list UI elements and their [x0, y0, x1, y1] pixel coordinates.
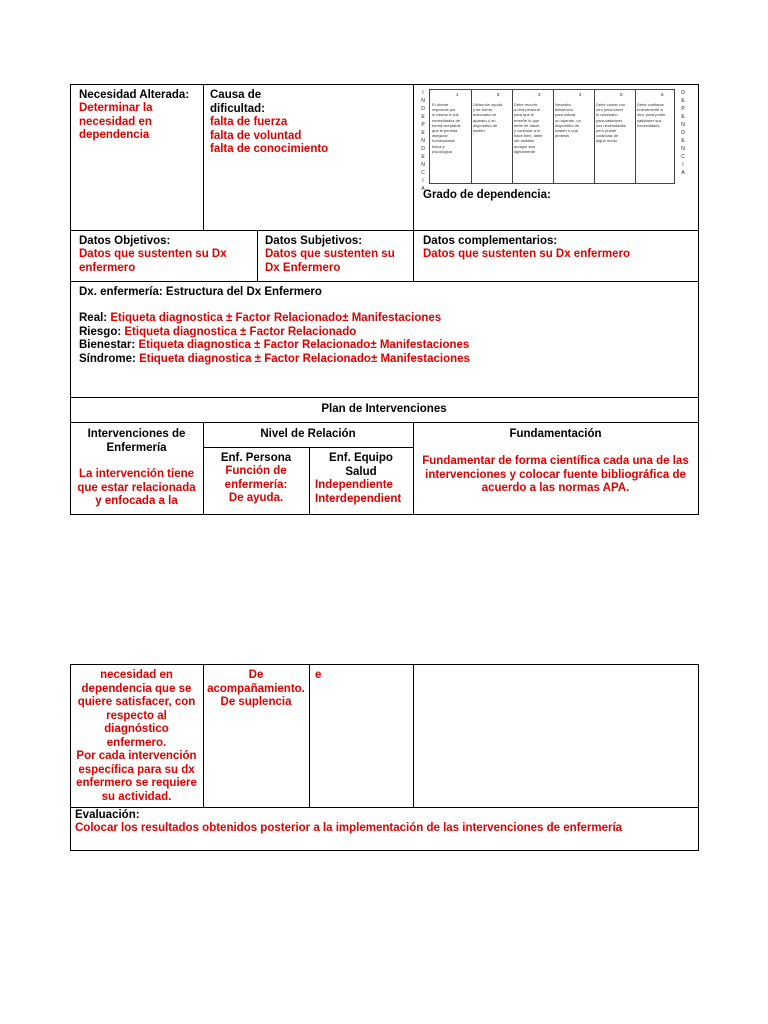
- dx-row-bienestar: Bienestar: Etiqueta diagnostica ± Factor Relacionado± Manifestaciones: [79, 339, 470, 351]
- dx-row-sindrome: Síndrome: Etiqueta diagnostica ± Factor Relacionado± Manifestaciones: [79, 352, 470, 365]
- dx-row-riesgo: Riesgo: Etiqueta diagnostica ± Factor Relacionado: [79, 325, 357, 338]
- text-line: Determinar la: [79, 102, 153, 114]
- text-line: y enfocada a la: [95, 495, 178, 507]
- scale-divider: [512, 90, 513, 183]
- continuacion-persona-text: [203, 669, 309, 710]
- scale-divider: [594, 90, 595, 183]
- dependency-scale-grid: [429, 89, 675, 184]
- text-line: Dx Enfermero: [265, 261, 341, 274]
- datos-complementarios-text: [423, 248, 630, 262]
- fundamentacion-text: [413, 455, 698, 496]
- scale-col-number: 2: [497, 92, 500, 97]
- text-line: enfermero: [79, 261, 136, 274]
- row-divider: [70, 397, 698, 398]
- text-line: acompañamiento.: [207, 682, 305, 695]
- dx-row-real: Real: Etiqueta diagnostica ± Factor Relacionado± Manifestaciones: [79, 312, 442, 324]
- datos-objetivos-text: [79, 248, 227, 275]
- text-line: Intervenciones de: [87, 428, 186, 440]
- text-line: quiere satisfacer, con: [77, 696, 196, 708]
- enf-equipo-label: [309, 452, 413, 479]
- text-line: intervenciones y colocar fuente bibliográfica de: [425, 468, 686, 481]
- text-line: Datos que sustenten su Dx enfermero: [423, 248, 631, 260]
- col-divider: [203, 84, 204, 230]
- row-divider: [70, 281, 698, 282]
- text-line: diagnóstico: [104, 723, 169, 735]
- scale-col-text: El cliente responde por sí mismo a sus necesidades de forma aceptable que le permita asegurar homeostasis física y psicológica: [432, 102, 461, 154]
- col-divider: [413, 664, 414, 807]
- independencia-letters: I N D E P E N D E N C I A: [421, 90, 425, 192]
- text-line: necesidad en: [100, 669, 173, 681]
- text-line: Función de: [225, 465, 287, 477]
- continuacion-equipo-text: e: [315, 669, 322, 681]
- causa-label: [210, 89, 265, 116]
- datos-subjetivos-label: Datos Subjetivos:: [265, 235, 363, 247]
- text-line: enfermería:: [224, 478, 288, 491]
- text-line: enfermero se requiere: [76, 777, 197, 789]
- text-line: dependencia que se: [81, 682, 192, 695]
- datos-objetivos-label: Datos Objetivos:: [79, 235, 171, 247]
- text-line: dependencia: [79, 129, 150, 141]
- text-line: Datos que sustenten su: [265, 248, 395, 260]
- scale-col-number: 6: [661, 92, 664, 97]
- text-line: Datos que sustenten su Dx: [79, 248, 227, 260]
- dependencia-letters: D E P E N D E N C I A: [681, 90, 685, 176]
- text-line: falta de voluntad: [210, 129, 302, 142]
- text-line: Enfermería: [106, 441, 167, 454]
- enf-persona-text: [203, 465, 309, 506]
- causa-items: [210, 116, 328, 157]
- text-line: falta de conocimiento: [210, 143, 329, 155]
- intervenciones-text: [70, 468, 203, 509]
- row-divider: [203, 447, 413, 448]
- text-line: De suplencia: [220, 696, 292, 708]
- scale-col-text: Debe contar con otro para hacer lo necesario para satisfacer sus necesidades pero puede colaborar de algún modo: [596, 102, 626, 144]
- scale-col-text: Debe recurrir a otra persona para que le enseñe lo que debe de hacer, y controlar a lo hace bien, debe ser asistido aunque sea ligeramente: [514, 102, 543, 154]
- scale-col-number: 5: [620, 92, 623, 97]
- scale-col-text: Utiliza sin ayuda y de forma adecuada un aparato o un dispositivo de sostén: [473, 102, 503, 134]
- plan-title: Plan de Intervenciones: [321, 403, 447, 415]
- text-line: que estar relacionada: [77, 481, 196, 494]
- text-line: De: [248, 669, 264, 681]
- dx-title: Dx. enfermería: Estructura del Dx Enfermero: [79, 286, 322, 298]
- row-divider: [70, 422, 698, 423]
- datos-subjetivos-text: [265, 248, 395, 275]
- grado-dependencia-label: Grado de dependencia:: [423, 189, 551, 201]
- scale-divider: [471, 90, 472, 183]
- intervenciones-label: [70, 428, 203, 455]
- scale-divider: [635, 90, 636, 183]
- text-line: enfermero.: [106, 736, 167, 749]
- text-line: necesidad en: [79, 115, 152, 128]
- evaluacion-text: Colocar los resultados obtenidos posterior a la implementación de las intervenciones de enfermería: [75, 822, 623, 834]
- necesidad-text: [79, 102, 153, 143]
- col-divider: [257, 230, 258, 281]
- row-divider: [70, 807, 698, 808]
- text-line: Salud: [345, 465, 377, 478]
- enf-equipo-text: [315, 479, 401, 506]
- text-line: su actividad.: [101, 790, 172, 803]
- enf-persona-label: Enf. Persona: [220, 452, 292, 464]
- scale-col-number: 1: [456, 92, 459, 97]
- text-line: Fundamentar de forma científica cada una de las: [422, 455, 689, 467]
- scale-col-text: Necesita asistencia para utilizar un aparato, un dispositivo de sostén o una prótesis: [555, 102, 581, 139]
- text-line: acuerdo a las normas APA.: [481, 482, 630, 494]
- nivel-relacion-label: Nivel de Relación: [260, 428, 356, 440]
- text-line: dificultad:: [210, 102, 265, 115]
- text-line: Interdependient: [315, 492, 402, 505]
- scale-col-number: 3: [538, 92, 541, 97]
- evaluacion-label: Evaluación:: [75, 809, 140, 821]
- necesidad-label: Necesidad Alterada:: [79, 89, 190, 101]
- continuacion-intervenciones-text: [70, 669, 203, 804]
- text-line: respecto al: [106, 709, 167, 722]
- text-line: La intervención tiene: [78, 468, 195, 480]
- row-divider: [70, 230, 698, 231]
- col-divider: [309, 664, 310, 807]
- text-line: Por cada intervención: [76, 750, 197, 762]
- text-line: Causa de: [210, 89, 262, 101]
- text-line: De ayuda.: [228, 492, 284, 504]
- datos-complementarios-label: Datos complementarios:: [423, 235, 558, 247]
- scale-col-number: 4: [579, 92, 582, 97]
- text-line: específica para su dx: [78, 763, 195, 776]
- scale-col-text: Debe confiarse enteramente a otro, para poder satisfacer sus necesidades: [637, 102, 666, 128]
- text-line: falta de fuerza: [210, 116, 288, 128]
- dx-rows: [79, 312, 470, 366]
- fundamentacion-label: Fundamentación: [509, 428, 602, 440]
- col-divider: [413, 84, 414, 281]
- scale-divider: [553, 90, 554, 183]
- text-line: Enf. Equipo: [329, 452, 393, 464]
- text-line: Independiente: [315, 479, 393, 491]
